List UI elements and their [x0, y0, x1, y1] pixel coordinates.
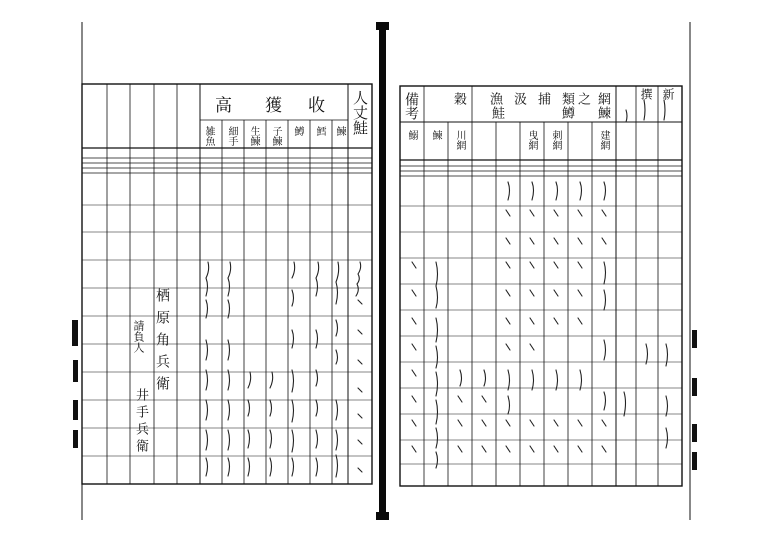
left-col-header-5: 鱒: [292, 126, 303, 136]
right-col-header-2: 鰊: [430, 130, 441, 140]
left-col-header-2: 細手: [226, 126, 237, 146]
right-header-char-4: 汲: [511, 92, 526, 105]
right-header-char-5: 捕: [535, 92, 550, 105]
right-col-header-6: 建網: [598, 130, 609, 150]
right-col-header-1: 鰯: [406, 130, 417, 140]
left-header-char-3: 收: [304, 96, 324, 113]
name-ukeoinin: 請負人: [132, 320, 145, 353]
name-ide: 井手兵衛: [133, 388, 148, 456]
right-header-char-8: 網: [595, 92, 610, 105]
right-header-char-2: 穀: [451, 92, 466, 105]
right-col-header-5: 刺網: [550, 130, 561, 150]
right-header-char-7: 之: [575, 92, 590, 105]
right-header-remarks: 備考: [403, 92, 419, 120]
left-header-right-label: 人丈鮭: [351, 90, 369, 135]
left-col-header-7: 鰊: [334, 126, 345, 136]
left-col-header-4: 子鰊: [270, 126, 281, 146]
right-header-char-10: 鱒: [559, 106, 574, 119]
right-header-char-11: 鰊: [595, 106, 610, 119]
right-side-label-1: 新: [661, 88, 675, 100]
right-col-header-4: 曳網: [526, 130, 537, 150]
right-header-char-9: 鮭: [489, 106, 504, 119]
name-kurihara: 栖原角兵衛: [154, 288, 170, 398]
left-col-header-6: 鱈: [314, 126, 325, 136]
left-col-header-1: 雑魚: [203, 126, 214, 146]
right-header-char-6: 類: [559, 92, 574, 105]
right-col-header-3: 川網: [454, 130, 465, 150]
left-col-header-3: 生鰊: [248, 126, 259, 146]
right-header-char-3: 漁: [487, 92, 502, 105]
left-header-char-2: 獲: [261, 96, 281, 113]
left-header-char-1: 高: [211, 96, 231, 113]
right-side-label-2: 撰: [639, 88, 653, 100]
